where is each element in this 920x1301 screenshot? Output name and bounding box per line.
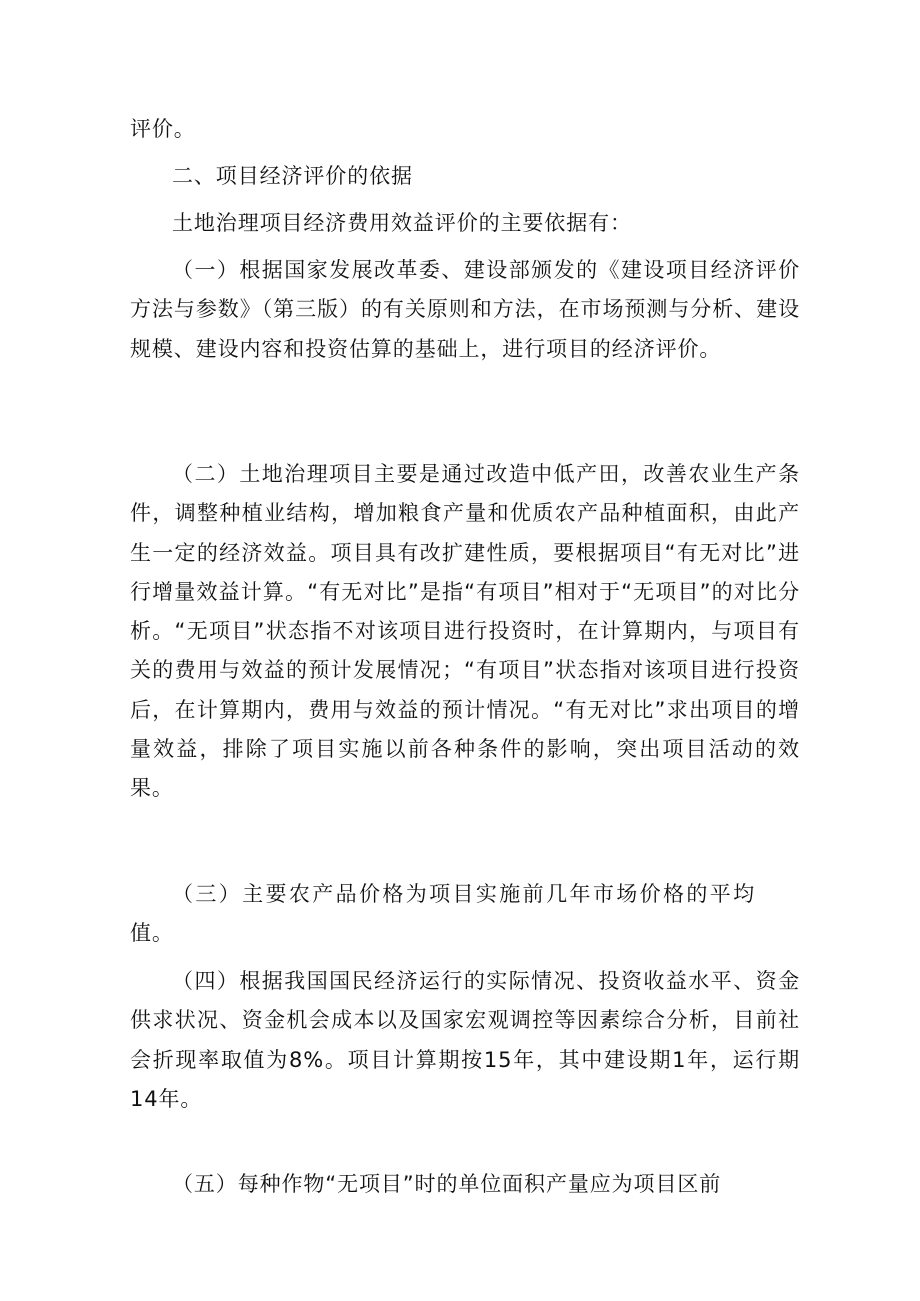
paragraph-item-4: （四）根据我国国民经济运行的实际情况、投资收益水平、资金供求状况、资金机会成本以及国家宏观调控等因素综合分析，目前社会折现率取值为8%。项目计算期按15年，其中建设期1年，运行期14年。 [130, 969, 800, 1111]
paragraph-continuation: 评价。 [130, 117, 196, 141]
paragraph-item-2: （二）土地治理项目主要是通过改造中低产田，改善农业生产条件，调整种植业结构，增加粮食产量和优质农产品种植面积，由此产生一定的经济效益。项目具有改扩建性质，要根据项目“有无对比”进行增量效益计算。“有无对比”是指“有项目”相对于“无项目”的对比分析。“无项目”状态指不对该项目进行投资时，在计算期内，与项目有关的费用与效益的预计发展情况；“有项目”状态指对该项目进行投资后，在计算期内，费用与效益的预计情况。“有无对比”求出项目的增量效益，排除了项目实施以前各种条件的影响，突出项目活动的效果。 [130, 462, 800, 801]
section-heading: 二、项目经济评价的依据 [172, 164, 413, 188]
paragraph-item-1: （一）根据国家发展改革委、建设部颁发的《建设项目经济评价方法与参数》（第三版）的有关原则和方法，在市场预测与分析、建设规模、建设内容和投资估算的基础上，进行项目的经济评价。 [130, 258, 800, 361]
paragraph-intro: 土地治理项目经济费用效益评价的主要依据有： [172, 211, 632, 235]
paragraph-item-5: （五）每种作物“无项目”时的单位面积产量应为项目区前 [172, 1172, 722, 1196]
paragraph-item-3: （三）主要农产品价格为项目实施前几年市场价格的平均值。 [130, 882, 755, 946]
